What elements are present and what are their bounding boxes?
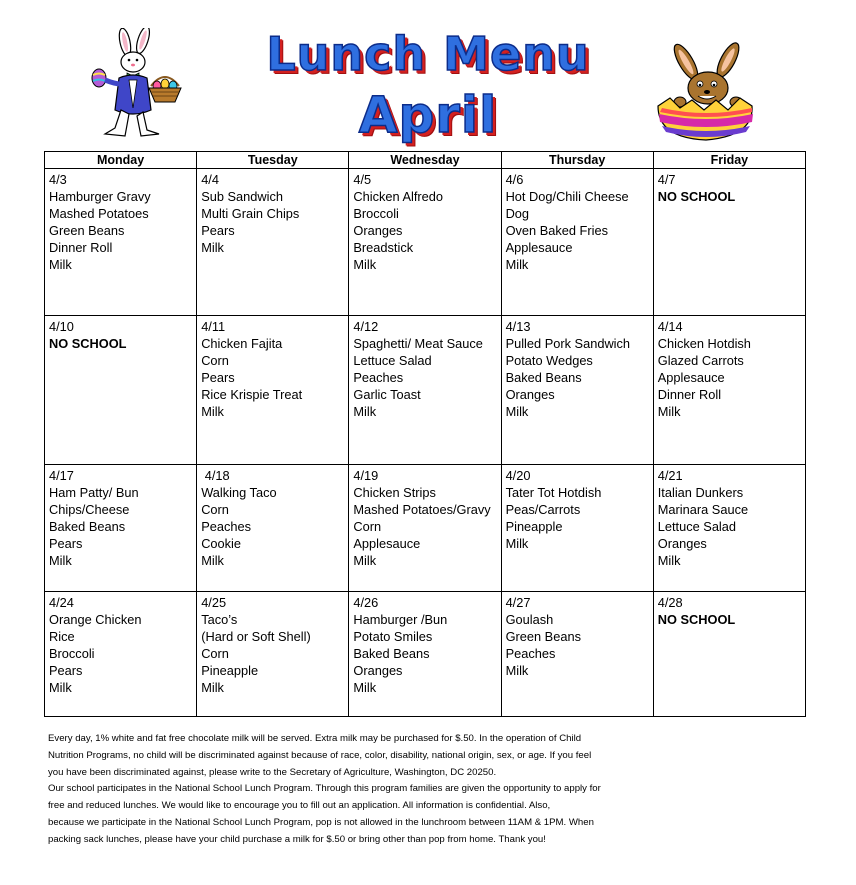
menu-item: Baked Beans — [505, 370, 582, 385]
menu-item: Milk — [201, 404, 224, 419]
menu-day-cell — [501, 592, 653, 717]
no-school-label: NO SCHOOL — [657, 189, 736, 204]
menu-item: Rice — [49, 629, 75, 644]
menu-item: Walking Taco — [201, 485, 277, 500]
menu-item: Multi Grain Chips — [201, 206, 300, 221]
menu-date: 4/24 — [49, 595, 74, 610]
weekday-header: Wednesday — [349, 152, 501, 169]
menu-item: Rice Krispie Treat — [201, 387, 303, 402]
menu-date: 4/28 — [657, 595, 683, 610]
menu-item: Garlic Toast — [353, 387, 421, 402]
menu-item: Chicken Alfredo — [353, 189, 444, 204]
footer-line: free and reduced lunches. We would like to encourage you to fill out an application. All information is confidential. Also, — [48, 800, 551, 812]
menu-day-cell — [197, 465, 349, 592]
menu-item: Corn — [353, 519, 382, 534]
menu-item: Hamburger Gravy — [49, 189, 151, 204]
menu-item: Milk — [353, 257, 377, 272]
menu-item: Chips/Cheese — [49, 502, 130, 517]
menu-item: Mashed Potatoes — [49, 206, 149, 221]
menu-item: Hot Dog/Chili Cheese — [505, 189, 629, 204]
menu-item: Chicken Strips — [353, 485, 436, 500]
menu-item: Milk — [657, 553, 681, 568]
menu-item: Pears — [49, 536, 83, 551]
menu-item: Cookie — [201, 536, 242, 551]
footer-line: because we participate in the National School Lunch Program, pop is not allowed in the lunchroom between 11AM & 1PM. When — [48, 816, 594, 828]
menu-day-cell — [45, 592, 197, 717]
menu-item: Baked Beans — [353, 646, 430, 661]
menu-item: Orange Chicken — [49, 612, 142, 627]
menu-day-cell — [349, 316, 501, 465]
menu-date: 4/3 — [49, 172, 67, 187]
menu-item: Pineapple — [505, 519, 563, 534]
menu-day-cell — [197, 316, 349, 465]
menu-day-cell — [501, 465, 653, 592]
no-school-label: NO SCHOOL — [49, 336, 127, 351]
menu-day-cell — [45, 316, 197, 465]
menu-date: 4/13 — [505, 319, 531, 334]
menu-item: Dinner Roll — [49, 240, 113, 255]
menu-item: Dinner Roll — [657, 387, 722, 402]
menu-item: Potato Wedges — [505, 353, 593, 368]
menu-day-cell — [653, 169, 805, 316]
lunch-menu-table — [44, 151, 806, 717]
weekday-header: Tuesday — [197, 152, 349, 169]
menu-item: Milk — [505, 257, 529, 272]
menu-date: 4/10 — [49, 319, 74, 334]
menu-item: Oranges — [353, 663, 403, 678]
menu-item: Pears — [49, 663, 83, 678]
menu-date: 4/5 — [353, 172, 372, 187]
footer-line: Nutrition Programs, no child will be discriminated against because of race, color, disability, national origin, sex, or age. If you feel — [48, 749, 592, 761]
menu-day-cell — [653, 465, 805, 592]
menu-day-cell — [349, 465, 501, 592]
menu-day-cell — [349, 169, 501, 316]
menu-item: (Hard or Soft Shell) — [201, 629, 311, 644]
menu-date: 4/26 — [353, 595, 379, 610]
menu-day-cell — [501, 169, 653, 316]
menu-item: Breadstick — [353, 240, 414, 255]
footer-line: packing sack lunches, please have your child purchase a milk for $.50 or bring other than pop from home. Thank you! — [48, 833, 546, 845]
page-subtitle-month: April — [358, 86, 498, 144]
menu-item: Marinara Sauce — [657, 502, 749, 517]
menu-item: Broccoli — [49, 646, 95, 661]
menu-item: Applesauce — [657, 370, 725, 385]
menu-item: Milk — [657, 404, 681, 419]
menu-item: Oranges — [657, 536, 707, 551]
menu-date: 4/7 — [657, 172, 676, 187]
menu-item: Ham Patty/ Bun — [49, 485, 139, 500]
bunny-in-egg-icon — [650, 40, 760, 142]
menu-item: Taco’s — [201, 612, 238, 627]
menu-item: Milk — [49, 257, 72, 272]
week-row — [45, 169, 806, 316]
weekday-header: Friday — [653, 152, 805, 169]
menu-date: 4/17 — [49, 468, 74, 483]
menu-item: Milk — [353, 680, 377, 695]
menu-item: Hamburger /Bun — [353, 612, 448, 627]
menu-date: 4/14 — [657, 319, 683, 334]
menu-day-cell — [349, 592, 501, 717]
menu-date: 4/4 — [201, 172, 219, 187]
week-row — [45, 592, 806, 717]
menu-item: Goulash — [505, 612, 554, 627]
menu-item: Milk — [505, 663, 529, 678]
menu-item: Milk — [353, 404, 377, 419]
menu-date: 4/27 — [505, 595, 531, 610]
menu-item: Glazed Carrots — [657, 353, 744, 368]
menu-item: Milk — [49, 680, 72, 695]
menu-item: Sub Sandwich — [201, 189, 283, 204]
weekday-header: Thursday — [501, 152, 653, 169]
menu-item: Tater Tot Hotdish — [505, 485, 602, 500]
menu-item: Pears — [201, 370, 235, 385]
menu-date: 4/6 — [505, 172, 524, 187]
menu-date: 4/18 — [201, 468, 230, 483]
footer-line: Our school participates in the National School Lunch Program. Through this program families are given the opportunity to apply for — [48, 783, 601, 795]
menu-item: Pulled Pork Sandwich — [505, 336, 631, 351]
menu-item: Milk — [353, 553, 377, 568]
footer-notice — [48, 731, 818, 849]
menu-item: Oranges — [505, 387, 555, 402]
menu-date: 4/21 — [657, 468, 683, 483]
menu-day-cell — [45, 465, 197, 592]
menu-day-cell — [45, 169, 197, 316]
menu-day-cell — [653, 316, 805, 465]
menu-item: Spaghetti/ Meat Sauce — [353, 336, 483, 351]
menu-item: Mashed Potatoes/Gravy — [353, 502, 491, 517]
menu-item: Peaches — [505, 646, 556, 661]
menu-item: Corn — [201, 353, 229, 368]
menu-item: Milk — [505, 404, 529, 419]
menu-item: Applesauce — [353, 536, 421, 551]
menu-item: Milk — [505, 536, 529, 551]
menu-item: Chicken Hotdish — [657, 336, 751, 351]
menu-item: Peaches — [201, 519, 251, 534]
week-row — [45, 465, 806, 592]
week-row — [45, 316, 806, 465]
menu-item: Pears — [201, 223, 235, 238]
menu-item: Corn — [201, 502, 229, 517]
menu-date: 4/20 — [505, 468, 531, 483]
no-school-label: NO SCHOOL — [657, 612, 736, 627]
menu-date: 4/12 — [353, 319, 379, 334]
menu-item: Italian Dunkers — [657, 485, 744, 500]
menu-item: Lettuce Salad — [353, 353, 432, 368]
weekday-header-row — [45, 152, 806, 169]
menu-item: Potato Smiles — [353, 629, 433, 644]
menu-date: 4/19 — [353, 468, 379, 483]
footer-line: you have been discriminated against, please write to the Secretary of Agriculture, Washington, DC 20250. — [48, 766, 497, 778]
menu-item: Applesauce — [505, 240, 573, 255]
menu-item: Milk — [49, 553, 72, 568]
easter-bunny-icon — [85, 28, 185, 140]
menu-day-cell — [501, 316, 653, 465]
menu-item: Broccoli — [353, 206, 399, 221]
menu-day-cell — [197, 169, 349, 316]
menu-item: Oranges — [353, 223, 403, 238]
menu-item: Pineapple — [201, 663, 259, 678]
menu-item: Corn — [201, 646, 229, 661]
menu-item: Milk — [201, 553, 224, 568]
menu-item: Baked Beans — [49, 519, 126, 534]
menu-item: Milk — [201, 240, 224, 255]
weekday-header: Monday — [45, 152, 197, 169]
footer-line: Every day, 1% white and fat free chocolate milk will be served. Extra milk may be purchased for $.50. In the operation of Child — [48, 733, 582, 744]
menu-item: Peaches — [353, 370, 404, 385]
menu-item: Milk — [201, 680, 224, 695]
menu-date: 4/25 — [201, 595, 227, 610]
menu-date: 4/11 — [201, 319, 226, 334]
menu-day-cell — [197, 592, 349, 717]
menu-item: Green Beans — [49, 223, 125, 238]
menu-item: Dog — [505, 206, 530, 221]
menu-item: Peas/Carrots — [505, 502, 581, 517]
page-title: Lunch Menu — [266, 27, 590, 81]
menu-item: Chicken Fajita — [201, 336, 283, 351]
menu-item: Oven Baked Fries — [505, 223, 608, 238]
menu-day-cell — [653, 592, 805, 717]
menu-item: Lettuce Salad — [657, 519, 737, 534]
menu-item: Green Beans — [505, 629, 581, 644]
